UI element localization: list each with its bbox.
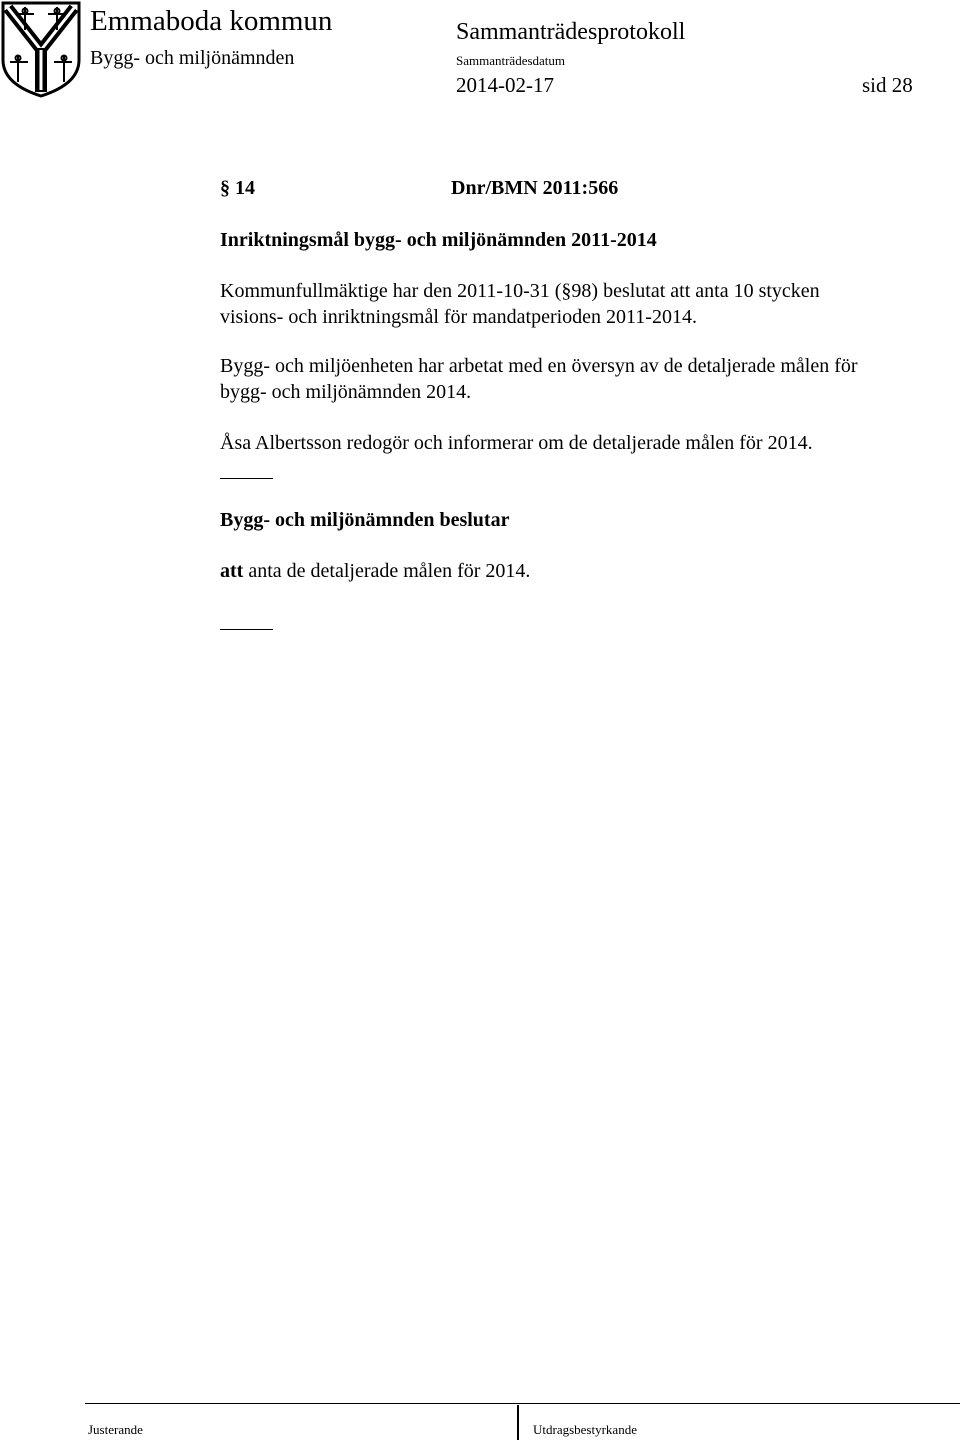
coat-of-arms-logo (0, 0, 82, 98)
page-number: sid 28 (862, 73, 913, 97)
decision-text (220, 558, 530, 584)
organization-name: Emmaboda kommun (90, 5, 333, 37)
decision-keyword: att (220, 560, 244, 582)
paragraph-3: Åsa Albertsson redogör och informerar om de detaljerade målen för 2014. (220, 432, 813, 454)
paragraph-1-line-2: visions- och inriktningsmål för mandatperioden 2011-2014. (220, 306, 697, 328)
separator-line (220, 629, 273, 630)
extract-certification-label: Utdragsbestyrkande (533, 1422, 637, 1437)
document-type: Sammanträdesprotokoll (456, 19, 686, 45)
decision-heading: Bygg- och miljönämnden beslutar (220, 509, 510, 531)
section-number: § 14 (220, 177, 255, 199)
adjuster-signature-label: Justerande (88, 1422, 143, 1437)
decision-body: anta de detaljerade målen för 2014. (243, 560, 531, 582)
paragraph-1-line-1: Kommunfullmäktige har den 2011-10-31 (§98) beslutat att anta 10 stycken (220, 280, 820, 302)
case-number: Dnr/BMN 2011:566 (451, 177, 619, 199)
department-name: Bygg- och miljönämnden (90, 47, 295, 69)
footer-rule (85, 1403, 960, 1404)
separator-line (220, 478, 273, 479)
paragraph-2-line-2: bygg- och miljönämnden 2014. (220, 381, 472, 403)
meeting-date-label: Sammanträdesdatum (456, 53, 566, 68)
paragraph-2-line-1: Bygg- och miljöenheten har arbetat med en översyn av de detaljerade målen för (220, 355, 858, 377)
meeting-date: 2014-02-17 (456, 73, 554, 97)
footer-divider (517, 1405, 519, 1440)
section-title: Inriktningsmål bygg- och miljönämnden 2011-2014 (220, 229, 657, 251)
